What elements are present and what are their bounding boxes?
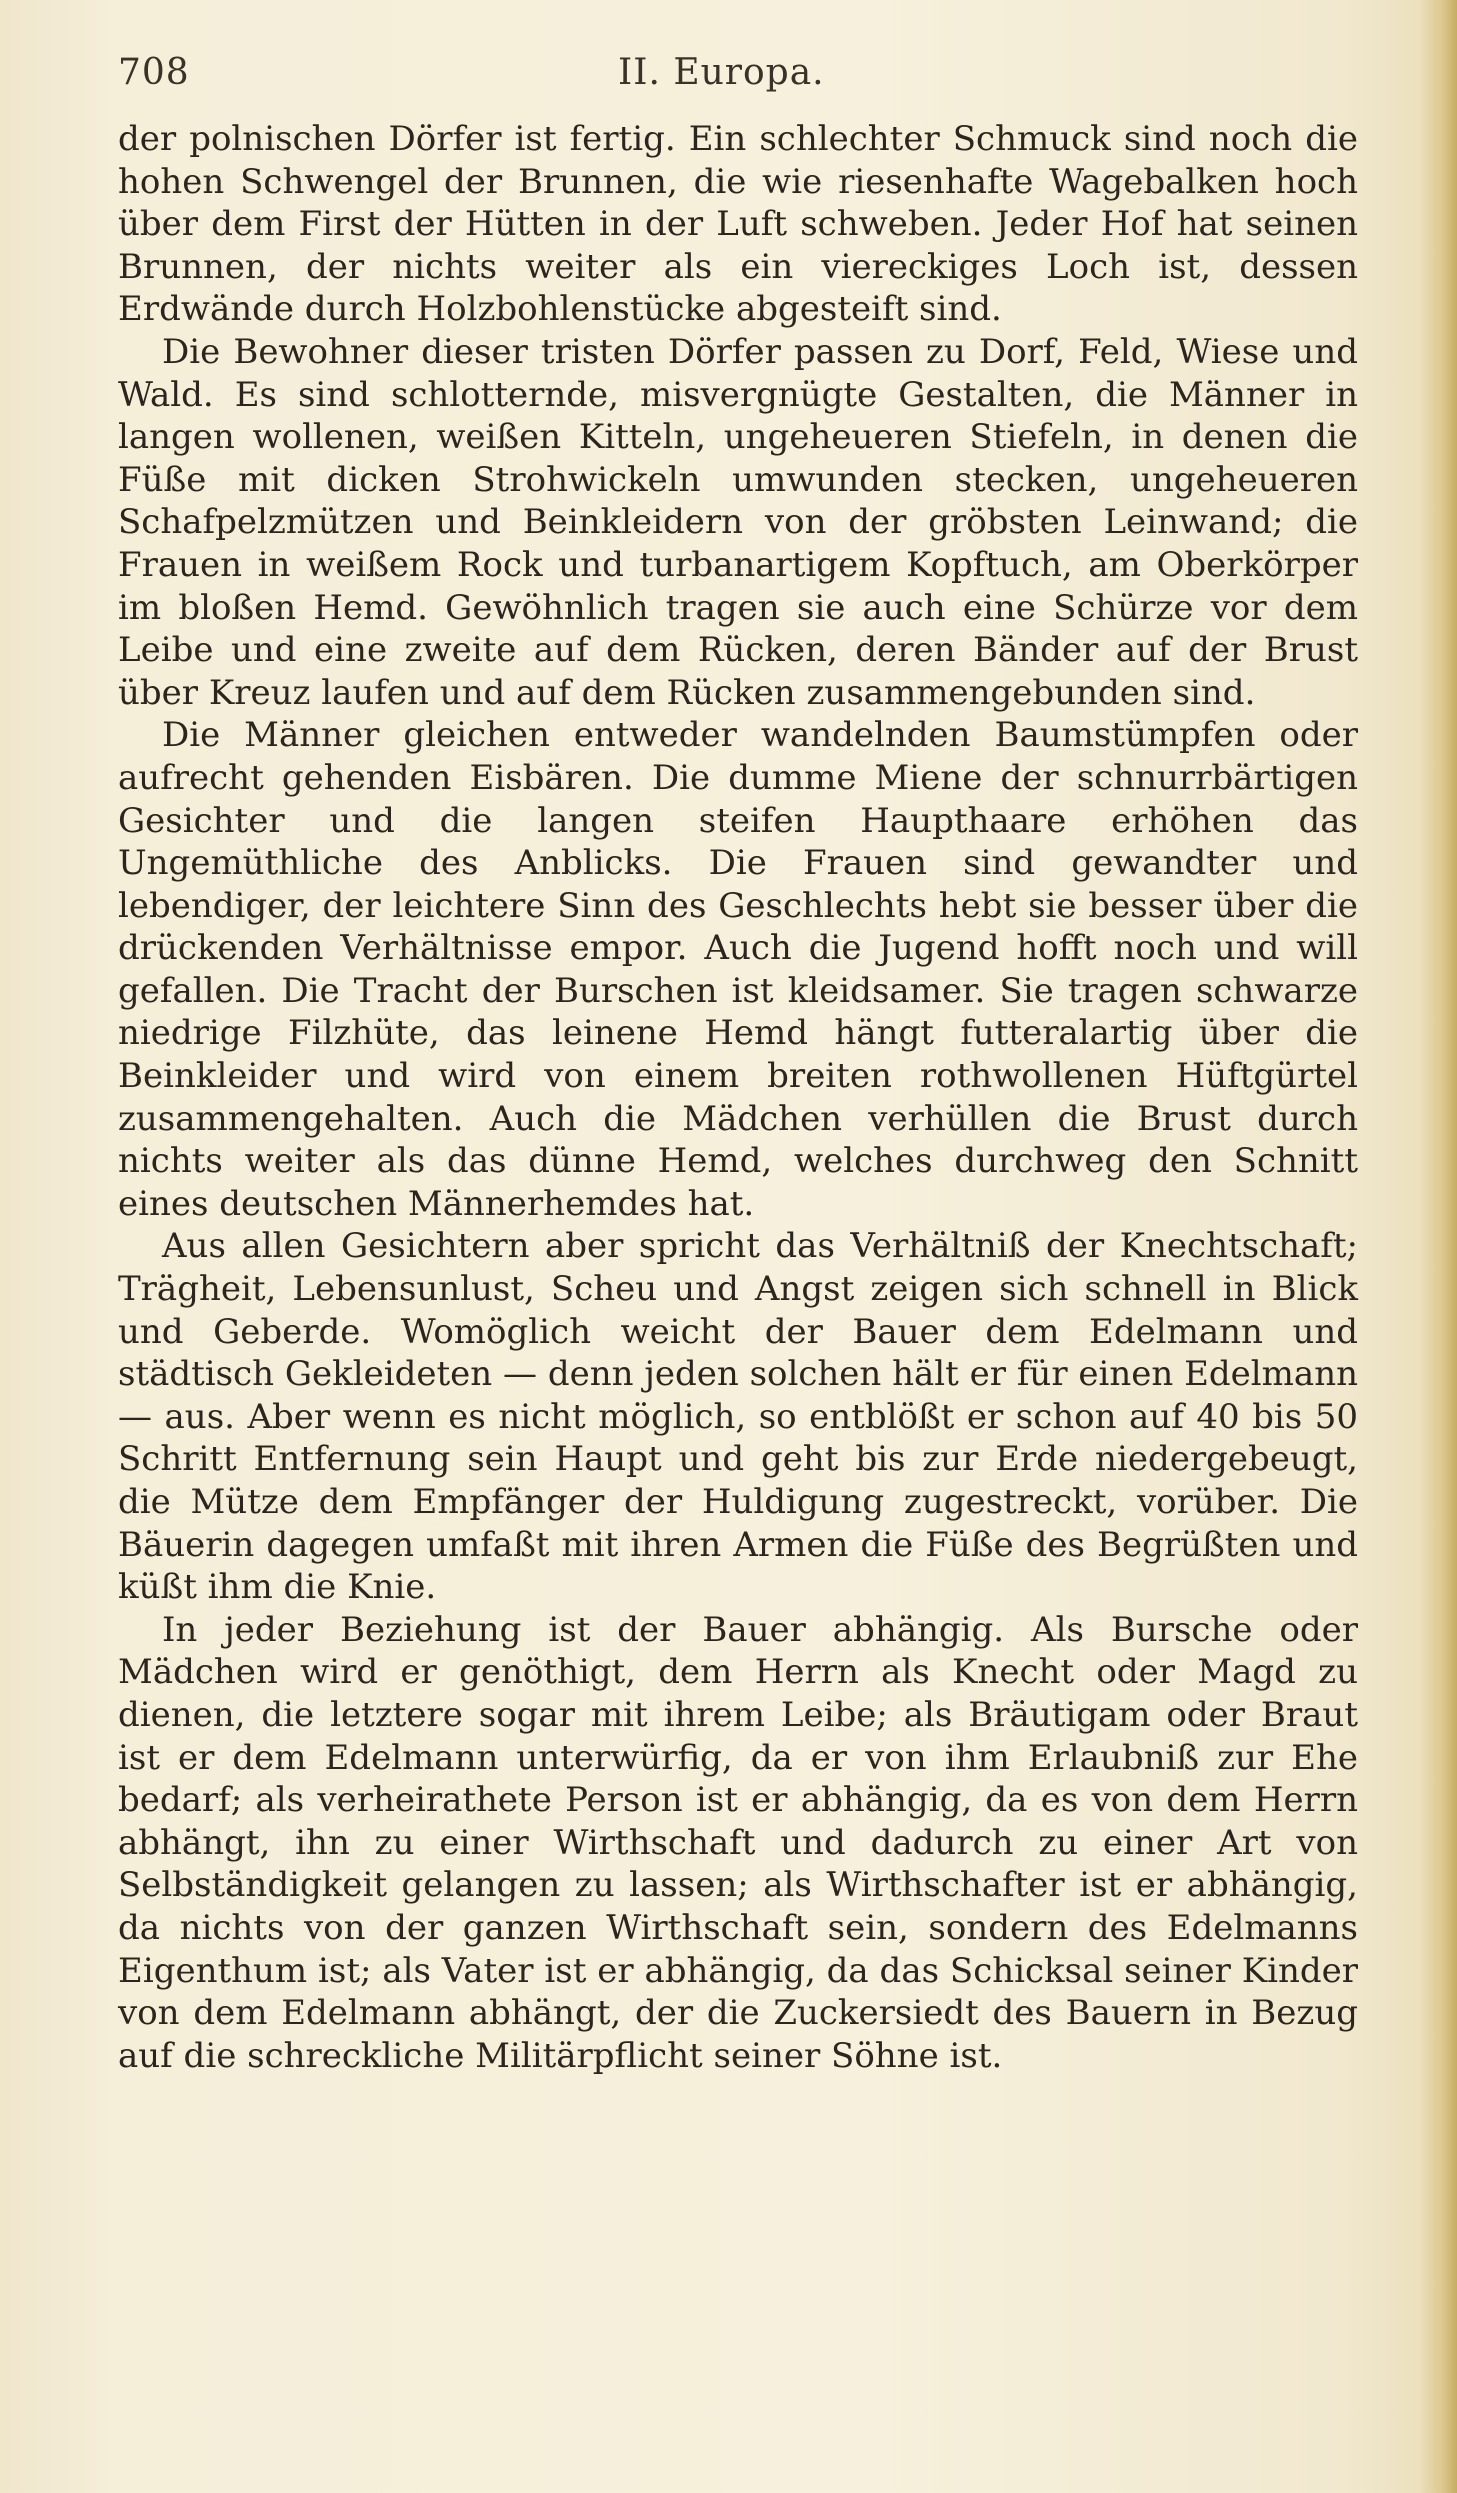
page-number: 708: [118, 52, 190, 93]
paragraph-3: Die Männer gleichen entweder wandelnden Baumstümpfen oder aufrecht gehenden Eisbären. Die dumme Miene der schnurrbärtigen Gesichter und die langen steifen Haupthaare erhöhen das Ungemüthliche des Anblicks. Die Frauen sind gewandter und lebendiger, der leichtere Sinn des Geschlechts hebt sie besser über die drückenden Verhältnisse empor. Auch die Jugend hofft noch und will gefallen. Die Tracht der Burschen ist kleidsamer. Sie tragen schwarze niedrige Filzhüte, das leinene Hemd hängt futteralartig über die Beinkleider und wird von einem breiten rothwollenen Hüftgürtel zusammengehalten. Auch die Mädchen verhüllen die Brust durch nichts weiter als das dünne Hemd, welches durchweg den Schnitt eines deutschen Männerhemdes hat.: [118, 715, 1358, 1224]
paragraph-2: Die Bewohner dieser tristen Dörfer passen zu Dorf, Feld, Wiese und Wald. Es sind schlotternde, misvergnügte Gestalten, die Männer in langen wollenen, weißen Kitteln, ungeheueren Stiefeln, in denen die Füße mit dicken Strohwickeln umwunden stecken, ungeheueren Schafpelzmützen und Beinkleidern von der gröbsten Leinwand; die Frauen in weißem Rock und turbanartigem Kopftuch, am Oberkörper im bloßen Hemd. Gewöhnlich tragen sie auch eine Schürze vor dem Leibe und eine zweite auf dem Rücken, deren Bänder auf der Brust über Kreuz laufen und auf dem Rücken zusammengebunden sind.: [118, 331, 1358, 713]
paragraph-1: der polnischen Dörfer ist fertig. Ein schlechter Schmuck sind noch die hohen Schwengel der Brunnen, die wie riesenhafte Wagebalken hoch über dem First der Hütten in der Luft schweben. Jeder Hof hat seinen Brunnen, der nichts weiter als ein viereckiges Loch ist, dessen Erdwände durch Holzbohlenstücke abgesteift sind.: [118, 119, 1358, 330]
page-edge-stain: [1419, 0, 1457, 2493]
paragraph-5: In jeder Beziehung ist der Bauer abhängig. Als Bursche oder Mädchen wird er genöthigt, dem Herrn als Knecht oder Magd zu dienen, die letztere sogar mit ihrem Leibe; als Bräutigam oder Braut ist er dem Edelmann unterwürfig, da er von ihm Erlaubniß zur Ehe bedarf; als verheirathete Person ist er abhängig, da es von dem Herrn abhängt, ihn zu einer Wirthschaft und dadurch zu einer Art von Selbständigkeit gelangen zu lassen; als Wirthschafter ist er abhängig, da nichts von der ganzen Wirthschaft sein, sondern des Edelmanns Eigenthum ist; als Vater ist er abhängig, da das Schicksal seiner Kinder von dem Edelmann abhängt, der die Zuckersiedt des Bauern in Bezug auf die schreckliche Militärpflicht seiner Söhne ist.: [118, 1609, 1358, 2076]
body-text: [118, 118, 1358, 2077]
page-header: [118, 52, 1358, 112]
running-head: II. Europa.: [618, 52, 825, 93]
paragraph-4: Aus allen Gesichtern aber spricht das Verhältniß der Knechtschaft; Trägheit, Lebensunlust, Scheu und Angst zeigen sich schnell in Blick und Geberde. Womöglich weicht der Bauer dem Edelmann und städtisch Gekleideten — denn jeden solchen hält er für einen Edelmann — aus. Aber wenn es nicht möglich, so entblößt er schon auf 40 bis 50 Schritt Entfernung sein Haupt und geht bis zur Erde niedergebeugt, die Mütze dem Empfänger der Huldigung zugestreckt, vorüber. Die Bäuerin dagegen umfaßt mit ihren Armen die Füße des Begrüßten und küßt ihm die Knie.: [118, 1226, 1358, 1608]
